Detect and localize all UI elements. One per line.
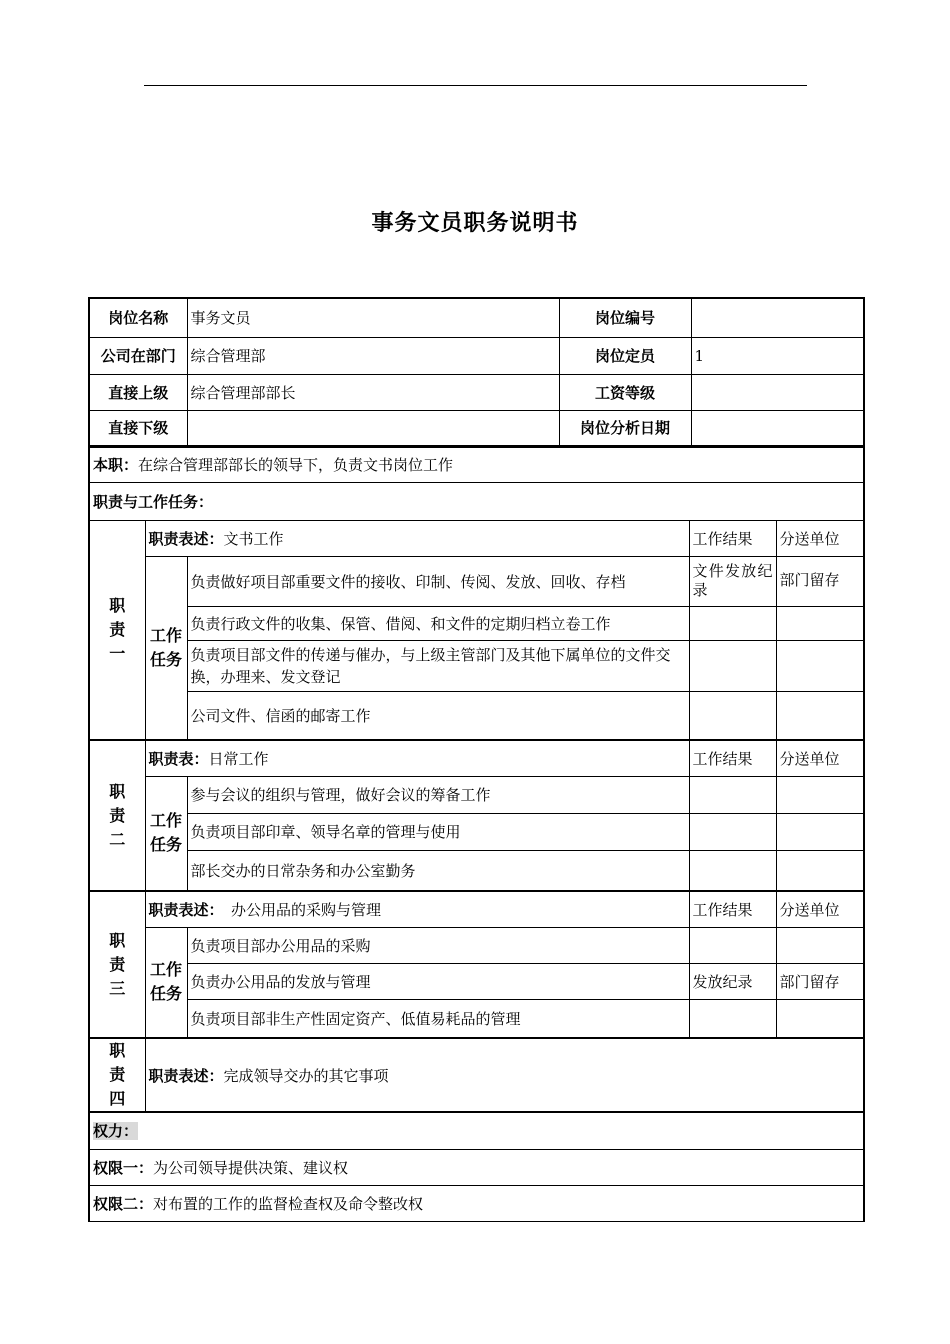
task-text: 公司文件、信函的邮寄工作	[187, 691, 689, 740]
task-row	[89, 999, 864, 1038]
task-row	[89, 963, 864, 999]
info-row	[89, 410, 864, 446]
label-department: 公司在部门	[89, 337, 187, 374]
task-dest: 部门留存	[776, 963, 864, 999]
task-text: 负责项目部文件的传递与催办，与上级主管部门及其他下属单位的文件交换，办理来、发文登记	[187, 640, 689, 691]
info-row	[89, 337, 864, 374]
task-text: 负责办公用品的发放与管理	[187, 963, 689, 999]
label-subordinate: 直接下级	[89, 410, 187, 446]
value-position-code	[691, 298, 864, 337]
value-position-name: 事务文员	[187, 298, 559, 337]
task-dest	[776, 927, 864, 963]
duty-label: 职 责 三	[89, 891, 145, 1038]
task-result	[689, 606, 776, 640]
duty-desc-text: 日常工作	[208, 749, 269, 768]
value-headcount: 1	[691, 337, 864, 374]
task-text: 部长交办的日常杂务和办公室勤务	[187, 850, 689, 891]
value-subordinate	[187, 410, 559, 446]
task-row	[89, 850, 864, 891]
power-title-row	[89, 1112, 864, 1149]
task-result	[689, 999, 776, 1038]
task-dest	[776, 999, 864, 1038]
task-dest	[776, 691, 864, 740]
dest-header: 分送单位	[776, 520, 864, 556]
label-salary-grade: 工资等级	[559, 374, 691, 410]
task-dest	[776, 850, 864, 891]
task-dest	[776, 776, 864, 813]
power-title: 权力：	[93, 1122, 139, 1141]
label-headcount: 岗位定员	[559, 337, 691, 374]
task-text: 负责项目部印章、领导名章的管理与使用	[187, 813, 689, 850]
info-table	[88, 297, 865, 447]
task-row	[89, 606, 864, 640]
task-text: 负责项目部办公用品的采购	[187, 927, 689, 963]
duties-table	[88, 446, 865, 1222]
duty-desc-label: 职责表述：	[148, 1066, 224, 1085]
document-title: 事务文员职务说明书	[371, 211, 579, 236]
task-text: 负责做好项目部重要文件的接收、印制、传阅、发放、回收、存档	[187, 556, 689, 606]
duty-label: 职 责 一	[89, 520, 145, 740]
task-text: 参与会议的组织与管理，做好会议的筹备工作	[187, 776, 689, 813]
info-row	[89, 374, 864, 410]
task-dest: 部门留存	[776, 556, 864, 606]
task-dest	[776, 606, 864, 640]
power-row	[89, 1185, 864, 1221]
label-position-code: 岗位编号	[559, 298, 691, 337]
info-row	[89, 298, 864, 337]
value-supervisor: 综合管理部部长	[187, 374, 559, 410]
task-result	[689, 691, 776, 740]
duty-header-row	[89, 520, 864, 556]
task-result	[689, 850, 776, 891]
task-row	[89, 691, 864, 740]
task-result: 文件发放纪录	[689, 556, 776, 606]
task-label: 工作 任务	[145, 927, 187, 1038]
header-rule	[144, 85, 807, 86]
duty-desc-label: 职责表述：	[148, 900, 217, 919]
task-result	[689, 640, 776, 691]
task-label: 工作 任务	[145, 776, 187, 891]
value-analysis-date	[691, 410, 864, 446]
section-title: 职责与工作任务：	[89, 482, 864, 520]
result-header: 工作结果	[689, 740, 776, 776]
power-text: 为公司领导提供决策、建议权	[153, 1158, 349, 1177]
task-result	[689, 927, 776, 963]
task-text: 负责行政文件的收集、保管、借阅、和文件的定期归档立卷工作	[187, 606, 689, 640]
task-result	[689, 813, 776, 850]
main-duty-text: 在综合管理部部长的领导下，负责文书岗位工作	[138, 456, 454, 475]
task-dest	[776, 813, 864, 850]
duty-desc-label: 职责表：	[148, 749, 209, 768]
value-salary-grade	[691, 374, 864, 410]
task-row	[89, 640, 864, 691]
duty-header-row	[89, 740, 864, 776]
main-duty-row	[89, 447, 864, 482]
label-position-name: 岗位名称	[89, 298, 187, 337]
task-dest	[776, 640, 864, 691]
task-row	[89, 927, 864, 963]
duty-desc-text: 文书工作	[223, 529, 284, 548]
dest-header: 分送单位	[776, 891, 864, 927]
duty-desc-text: 完成领导交办的其它事项	[223, 1066, 389, 1085]
duty-desc-text: 办公用品的采购与管理	[216, 900, 382, 919]
result-header: 工作结果	[689, 891, 776, 927]
power-label: 权限一：	[93, 1158, 154, 1177]
duty-label: 职 责 四	[89, 1038, 145, 1112]
value-department: 综合管理部	[187, 337, 559, 374]
task-row	[89, 813, 864, 850]
dest-header: 分送单位	[776, 740, 864, 776]
task-result: 发放纪录	[689, 963, 776, 999]
label-supervisor: 直接上级	[89, 374, 187, 410]
section-title-row	[89, 482, 864, 520]
power-label: 权限二：	[93, 1194, 154, 1213]
power-text: 对布置的工作的监督检查权及命令整改权	[153, 1194, 424, 1213]
duty-header-row	[89, 1038, 864, 1112]
duty-header-row	[89, 891, 864, 927]
label-analysis-date: 岗位分析日期	[559, 410, 691, 446]
task-row	[89, 556, 864, 606]
power-row	[89, 1149, 864, 1185]
task-label: 工作 任务	[145, 556, 187, 740]
duty-label: 职 责 二	[89, 740, 145, 891]
task-row	[89, 776, 864, 813]
task-result	[689, 776, 776, 813]
main-duty-label: 本职：	[93, 456, 139, 475]
result-header: 工作结果	[689, 520, 776, 556]
duty-desc-label: 职责表述：	[148, 529, 224, 548]
task-text: 负责项目部非生产性固定资产、低值易耗品的管理	[187, 999, 689, 1038]
